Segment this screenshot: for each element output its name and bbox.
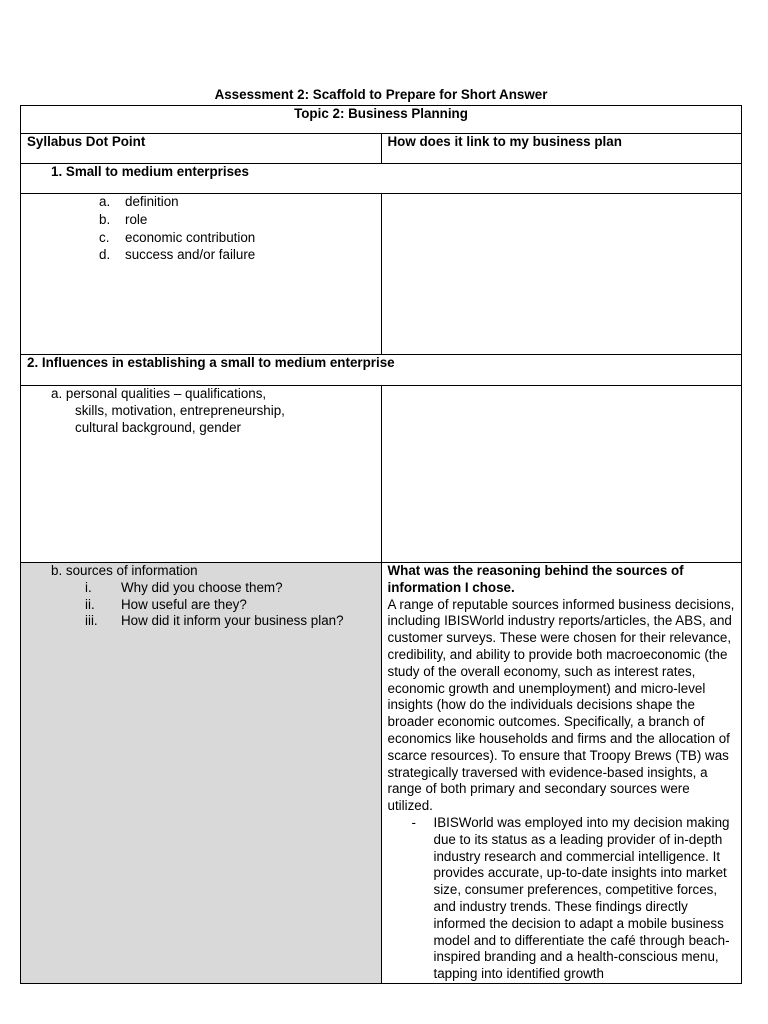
section1-response-cell[interactable]	[381, 194, 742, 355]
section1-content-row	[21, 194, 742, 355]
list-marker: d.	[99, 247, 111, 263]
list-marker: c.	[99, 229, 110, 245]
list-marker: iii.	[85, 613, 98, 629]
list-marker: i.	[85, 579, 92, 595]
list-item	[27, 613, 375, 630]
personal-qualities-line3: cultural background, gender	[75, 419, 242, 435]
section1-dot-points	[21, 194, 382, 355]
list-marker: a.	[99, 194, 111, 209]
section1-heading-row	[21, 164, 742, 194]
section1-heading	[21, 164, 742, 194]
section1-list	[27, 194, 375, 265]
sources-response-cell[interactable]	[381, 563, 742, 984]
document-title: Assessment 2: Scaffold to Prepare for Short Answer	[214, 87, 548, 102]
sources-label: b. sources of information	[51, 563, 198, 578]
response-bullet-text: IBISWorld was employed into my decision making due to its status as a leading provider of in-depth industry research and commercial intelligence. It provides accurate, up-to-date insights into market size, consumer preferences, competitive forces, and industry trends. These findings directly informed the decision to adapt a mobile business model and to differentiate the café through beach-inspired branding and a health-conscious menu, tapping into identified growth	[433, 814, 730, 982]
sources-questions-list	[27, 580, 375, 630]
list-marker: ii.	[85, 596, 95, 612]
list-item-text: definition	[125, 194, 179, 209]
personal-qualities-cell	[21, 386, 382, 563]
topic-row	[21, 106, 742, 134]
section2-heading-row	[21, 355, 742, 386]
header-syllabus-dot-point: Syllabus Dot Point	[21, 134, 382, 164]
header-business-plan-link: How does it link to my business plan	[381, 134, 742, 164]
list-item-text: economic contribution	[125, 229, 256, 245]
response-bullet	[388, 815, 736, 983]
response-heading: What was the reasoning behind the sources of information I chose.	[387, 563, 684, 595]
list-item	[27, 580, 375, 597]
list-item-text: How did it inform your business plan?	[121, 613, 344, 629]
section2-heading: 2. Influences in establishing a small to medium enterprise	[21, 355, 742, 386]
list-item-text: How useful are they?	[121, 596, 247, 612]
sources-of-information-cell	[21, 563, 382, 984]
topic-title: Topic 2: Business Planning	[21, 106, 742, 134]
personal-qualities-response-cell[interactable]	[381, 386, 742, 563]
list-item-text: Why did you choose them?	[121, 579, 283, 595]
scaffold-table	[20, 105, 742, 984]
column-headers-row	[21, 134, 742, 164]
response-paragraph: A range of reputable sources informed business decisions, including IBISWorld industry reports/articles, the ABS, and customer surveys. These were chosen for their relevance, credibility, and ability to provide both macroeconomic (the study of the overall economy, such as interest rates, economic growth and unemployment) and micro-level insights (how do the individuals decisions shape the broader economic outcomes. Specifically, a branch of economics like households and firms and the allocation of scarce resources). To ensure that Troopy Brews (TB) was strategically traversed with evidence-based insights, a range of both primary and secondary sources were utilized.	[387, 596, 735, 814]
list-item	[27, 597, 375, 614]
list-item	[27, 194, 375, 212]
section1-heading-text: 1. Small to medium enterprises	[51, 164, 249, 179]
personal-qualities-line1: a. personal qualities – qualifications,	[51, 386, 267, 401]
list-item	[27, 247, 375, 265]
personal-qualities-row	[21, 386, 742, 563]
list-item-text: success and/or failure	[125, 247, 256, 263]
list-item-text: role	[125, 211, 148, 227]
list-marker: b.	[99, 211, 111, 227]
list-item	[27, 212, 375, 230]
personal-qualities-line2: skills, motivation, entrepreneurship,	[75, 402, 285, 418]
bullet-dash: -	[411, 814, 416, 830]
list-item	[27, 230, 375, 248]
sources-row	[21, 563, 742, 984]
